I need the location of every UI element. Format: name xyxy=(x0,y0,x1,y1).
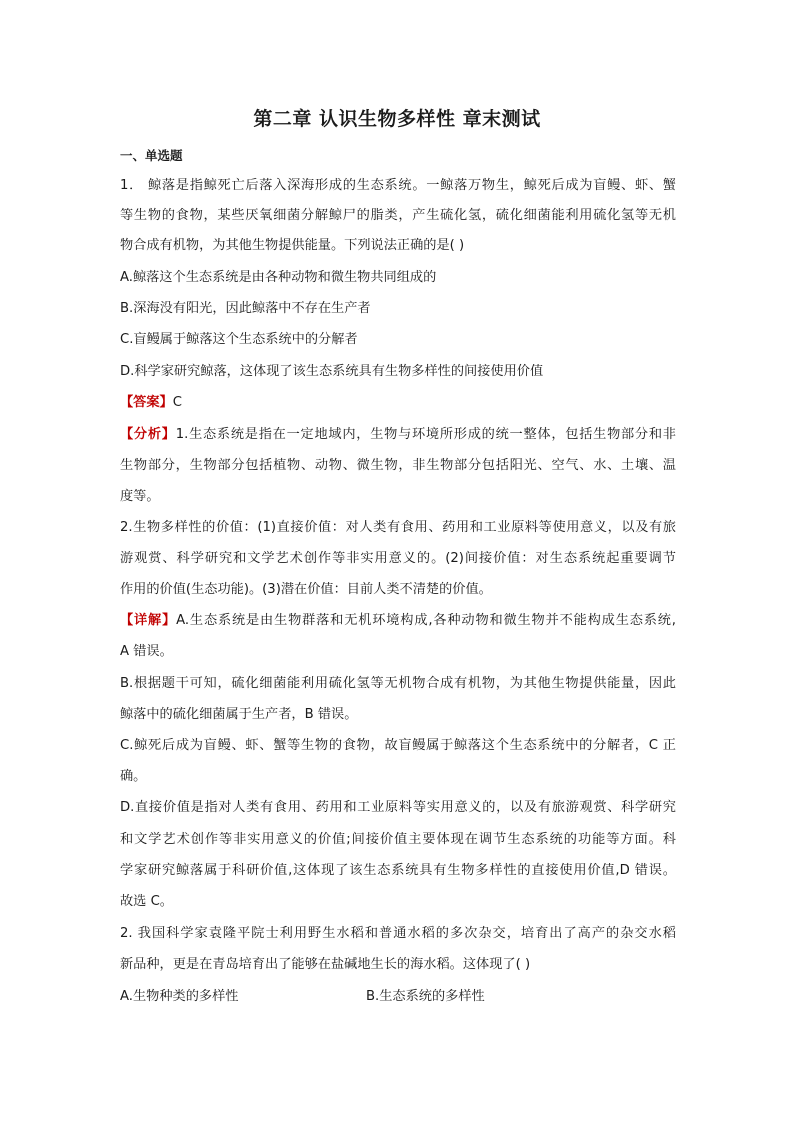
q1-analysis-line-5: 游观赏、科学研究和文学艺术创作等非实用意义的。(2)间接价值：对生态系统起重要调节 xyxy=(120,551,676,566)
q1-analysis-line-6: 作用的价值(生态功能)。(3)潜在价值：目前人类不清楚的价值。 xyxy=(120,582,492,597)
q1-detail-line-9: 学家研究鲸落属于科研价值,这体现了该生态系统具有生物多样性的直接使用价值,D 错误。 xyxy=(120,863,676,878)
q1-analysis-line-4: 2.生物多样性的价值：(1)直接价值：对人类有食用、药用和工业原料等使用意义，以及有旅 xyxy=(120,520,676,535)
q1-detail-line-2: A 错误。 xyxy=(120,644,173,659)
detail-tag: 【详解】 xyxy=(120,613,177,628)
q1-stem-line-2: 等生物的食物，某些厌氧细菌分解鲸尸的脂类，产生硫化氢，硫化细菌能利用硫化氢等无机 xyxy=(120,208,676,223)
q1-stem-line-1: 1． 鲸落是指鲸死亡后落入深海形成的生态系统。一鲸落万物生，鲸死后成为盲鳗、虾、蟹 xyxy=(120,178,676,193)
q1-detail-line-1 xyxy=(120,611,676,631)
q1-option-d: D.科学家研究鲸落，这体现了该生态系统具有生物多样性的间接使用价值 xyxy=(120,364,544,379)
answer-tag: 【答案】 xyxy=(120,395,173,410)
q1-detail-line-10: 故选 C。 xyxy=(120,894,173,909)
q2-option-a: A.生物种类的多样性 xyxy=(120,989,239,1004)
q1-detail-line-5: C.鲸死后成为盲鳗、虾、蟹等生物的食物，故盲鳗属于鲸落这个生态系统中的分解者，C 正 xyxy=(120,738,676,753)
q1-detail-line-4: 鲸落中的硫化细菌属于生产者，B 错误。 xyxy=(120,707,358,722)
q1-detail-line-8: 和文学艺术创作等非实用意义的价值;间接价值主要体现在调节生态系统的功能等方面。科 xyxy=(120,832,676,847)
q1-analysis-line-2: 生物部分，生物部分包括植物、动物、微生物，非生物部分包括阳光、空气、水、土壤、温 xyxy=(120,458,676,473)
q1-stem-line-3: 物合成有机物，为其他生物提供能量。下列说法正确的是( ) xyxy=(120,238,465,253)
q1-analysis-line-3: 度等。 xyxy=(120,489,160,504)
analysis-tag: 【分析】 xyxy=(120,427,176,442)
q2-stem-line-1: 2. 我国科学家袁隆平院士利用野生水稻和普通水稻的多次杂交，培育出了高产的杂交水稻 xyxy=(120,926,676,941)
q2-stem-line-2: 新品种，更是在青岛培育出了能够在盐碱地生长的海水稻。这体现了( ) xyxy=(120,957,531,972)
q1-analysis-line-1 xyxy=(120,425,676,445)
q1-option-c: C.盲鳗属于鲸落这个生态系统中的分解者 xyxy=(120,332,358,347)
analysis-text-1: 1.生态系统是指在一定地域内，生物与环境所形成的统一整体，包括生物部分和非 xyxy=(175,427,676,442)
q2-option-b: B.生态系统的多样性 xyxy=(366,989,485,1004)
section-heading: 一、单选题 xyxy=(120,148,183,163)
q1-detail-line-3: B.根据题干可知，硫化细菌能利用硫化氢等无机物合成有机物，为其他生物提供能量，因此 xyxy=(120,676,676,691)
page-title: 第二章 认识生物多样性 章末测试 xyxy=(253,108,541,130)
q1-option-a: A.鲸落这个生态系统是由各种动物和微生物共同组成的 xyxy=(120,270,437,285)
answer-value: C xyxy=(172,395,182,410)
detail-text-1: A.生态系统是由生物群落和无机环境构成,各种动物和微生物并不能构成生态系统, xyxy=(176,613,676,628)
q2-options-row xyxy=(120,987,676,1007)
q1-option-b: B.深海没有阳光，因此鲸落中不存在生产者 xyxy=(120,301,371,316)
q1-answer xyxy=(120,393,676,413)
q1-detail-line-6: 确。 xyxy=(120,769,147,784)
q1-detail-line-7: D.直接价值是指对人类有食用、药用和工业原料等实用意义的，以及有旅游观赏、科学研究 xyxy=(120,800,676,815)
